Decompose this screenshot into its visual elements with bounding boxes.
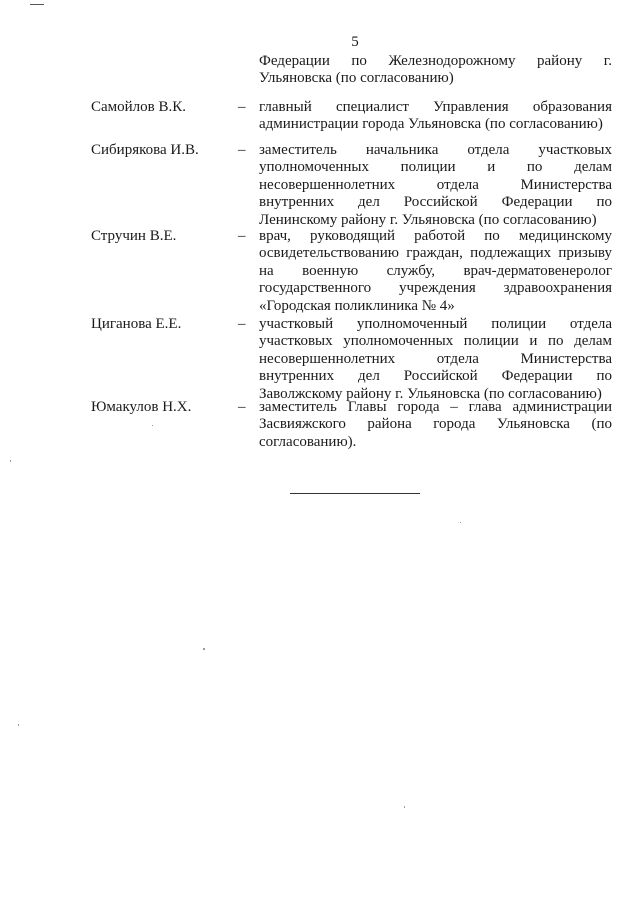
scan-speck [203, 648, 205, 650]
dash: – [238, 228, 246, 244]
scan-speck [404, 806, 405, 808]
dash: – [238, 316, 246, 332]
member-name: Стручин В.Е. [91, 228, 177, 244]
dash: – [238, 142, 246, 158]
end-rule [290, 493, 420, 494]
member-name: Циганова Е.Е. [91, 316, 182, 332]
continuation-text: Федерации по Железнодорожному району г. Ульяновска (по согласованию) [259, 53, 612, 87]
dash: – [238, 99, 246, 115]
scan-speck [10, 460, 11, 462]
scan-speck [152, 425, 153, 426]
member-description: врач, руководящий работой по медицинскому освидетельствованию граждан, подлежащих призыву на военную службу, врач-дерматовенеролог государственного учреждения здравоохранения «Городская поликлиника № 4» [259, 228, 612, 314]
scan-speck [460, 522, 461, 523]
member-name: Самойлов В.К. [91, 99, 187, 115]
page-number: 5 [351, 34, 359, 50]
member-description: участковый уполномоченный полиции отдела участковых уполномоченных полиции и по делам несовершеннолетних отдела Министерства внутренних дел Российской Федерации по Заволжскому району г. Ульяновска (по согласованию) [259, 316, 612, 402]
member-description: заместитель Главы города – глава администрации Засвияжского района города Ульяновска (по согласованию). [259, 399, 612, 450]
corner-mark [30, 4, 44, 5]
dash: – [238, 399, 246, 415]
member-description: заместитель начальника отдела участковых уполномоченных полиции и по делам несовершеннолетних отдела Министерства внутренних дел Российской Федерации по Ленинскому району г. Ульяновска (по согласованию) [259, 142, 612, 228]
member-name: Юмакулов Н.Х. [91, 399, 192, 415]
member-description: главный специалист Управления образования администрации города Ульяновска (по согласованию) [259, 99, 612, 133]
member-name: Сибирякова И.В. [91, 142, 199, 158]
scan-speck [18, 724, 19, 726]
